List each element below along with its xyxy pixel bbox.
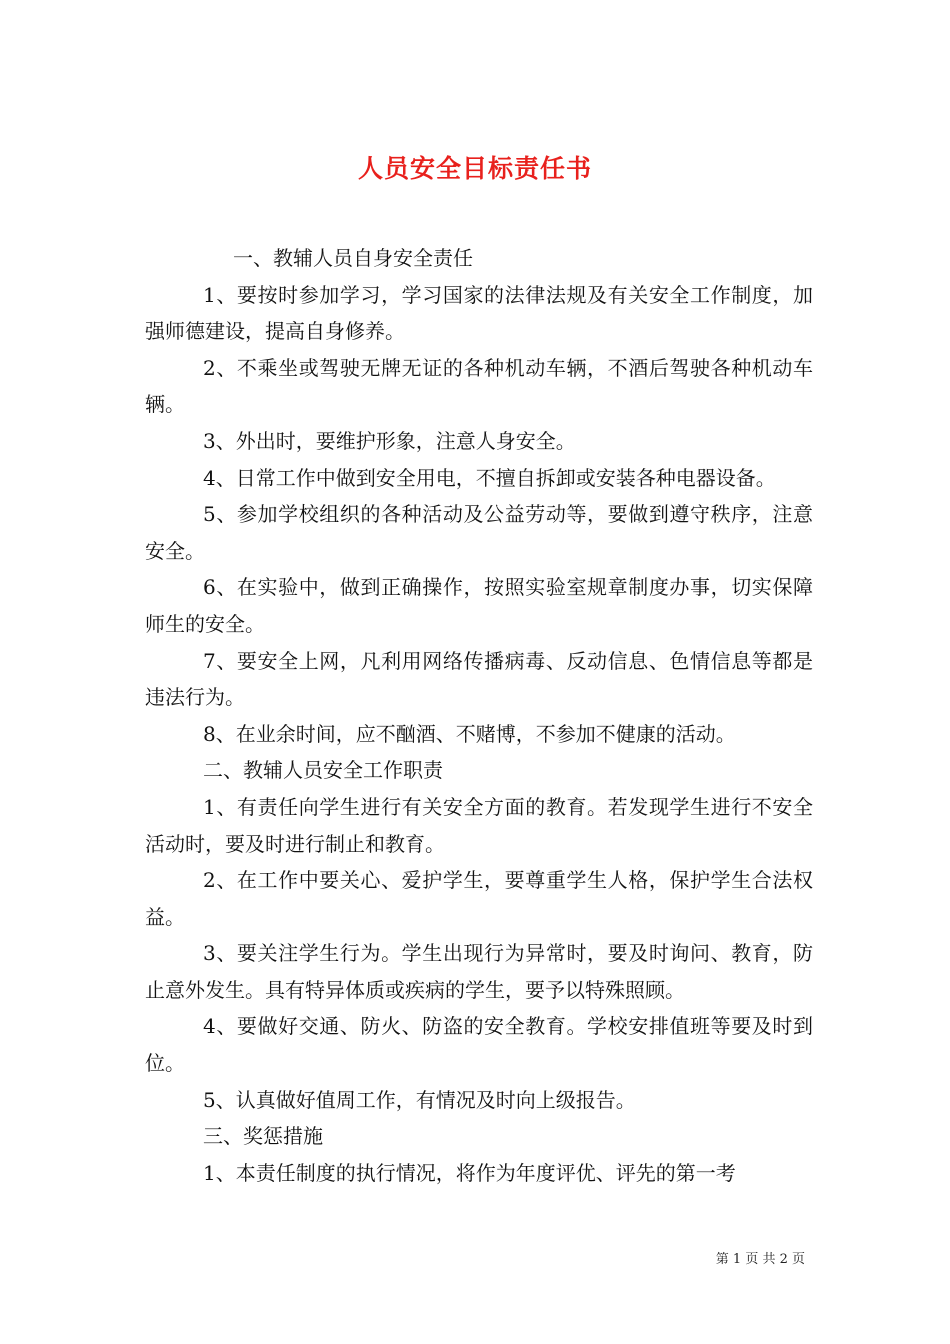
paragraph: 4、要做好交通、防火、防盗的安全教育。学校安排值班等要及时到位。 [145,1014,813,1076]
paragraph: 8、在业余时间，应不酗酒、不赌博，不参加不健康的活动。 [203,721,736,746]
paragraph: 6、在实验中，做到正确操作，按照实验室规章制度办事，切实保障师生的安全。 [145,575,813,636]
paragraph: 5、参加学校组织的各种活动及公益劳动等，要做到遵守秩序，注意安全。 [145,502,813,563]
paragraph: 1、本责任制度的执行情况，将作为年度评优、评先的第一考 [203,1160,736,1185]
paragraph: 3、要关注学生行为。学生出现行为异常时，要及时询问、教育，防止意外发生。具有特异体质或疾病的学生，要予以特殊照顾。 [145,941,813,1002]
paragraph: 1、有责任向学生进行有关安全方面的教育。若发现学生进行不安全活动时，要及时进行制止和教育。 [145,794,813,856]
document-body [145,240,813,1191]
paragraph: 4、日常工作中做到安全用电，不擅自拆卸或安装各种电器设备。 [203,465,776,490]
section-heading-3: 三、奖惩措施 [203,1124,323,1149]
section-heading-1: 一、教辅人员自身安全责任 [233,246,473,270]
paragraph: 2、不乘坐或驾驶无牌无证的各种机动车辆，不酒后驾驶各种机动车辆。 [145,355,813,417]
paragraph: 1、要按时参加学习，学习国家的法律法规及有关安全工作制度，加强师德建设，提高自身修养。 [145,282,813,344]
paragraph: 7、要安全上网，凡利用网络传播病毒、反动信息、色情信息等都是违法行为。 [145,648,813,710]
section-heading-2: 二、教辅人员安全工作职责 [203,758,443,783]
page-title: 人员安全目标责任书 [357,153,592,183]
page-number-footer: 第 1 页 共 2 页 [715,1252,805,1267]
paragraph: 5、认真做好值周工作，有情况及时向上级报告。 [203,1087,636,1112]
paragraph: 2、在工作中要关心、爱护学生，要尊重学生人格，保护学生合法权益。 [145,868,813,929]
paragraph: 3、外出时，要维护形象，注意人身安全。 [203,428,576,453]
